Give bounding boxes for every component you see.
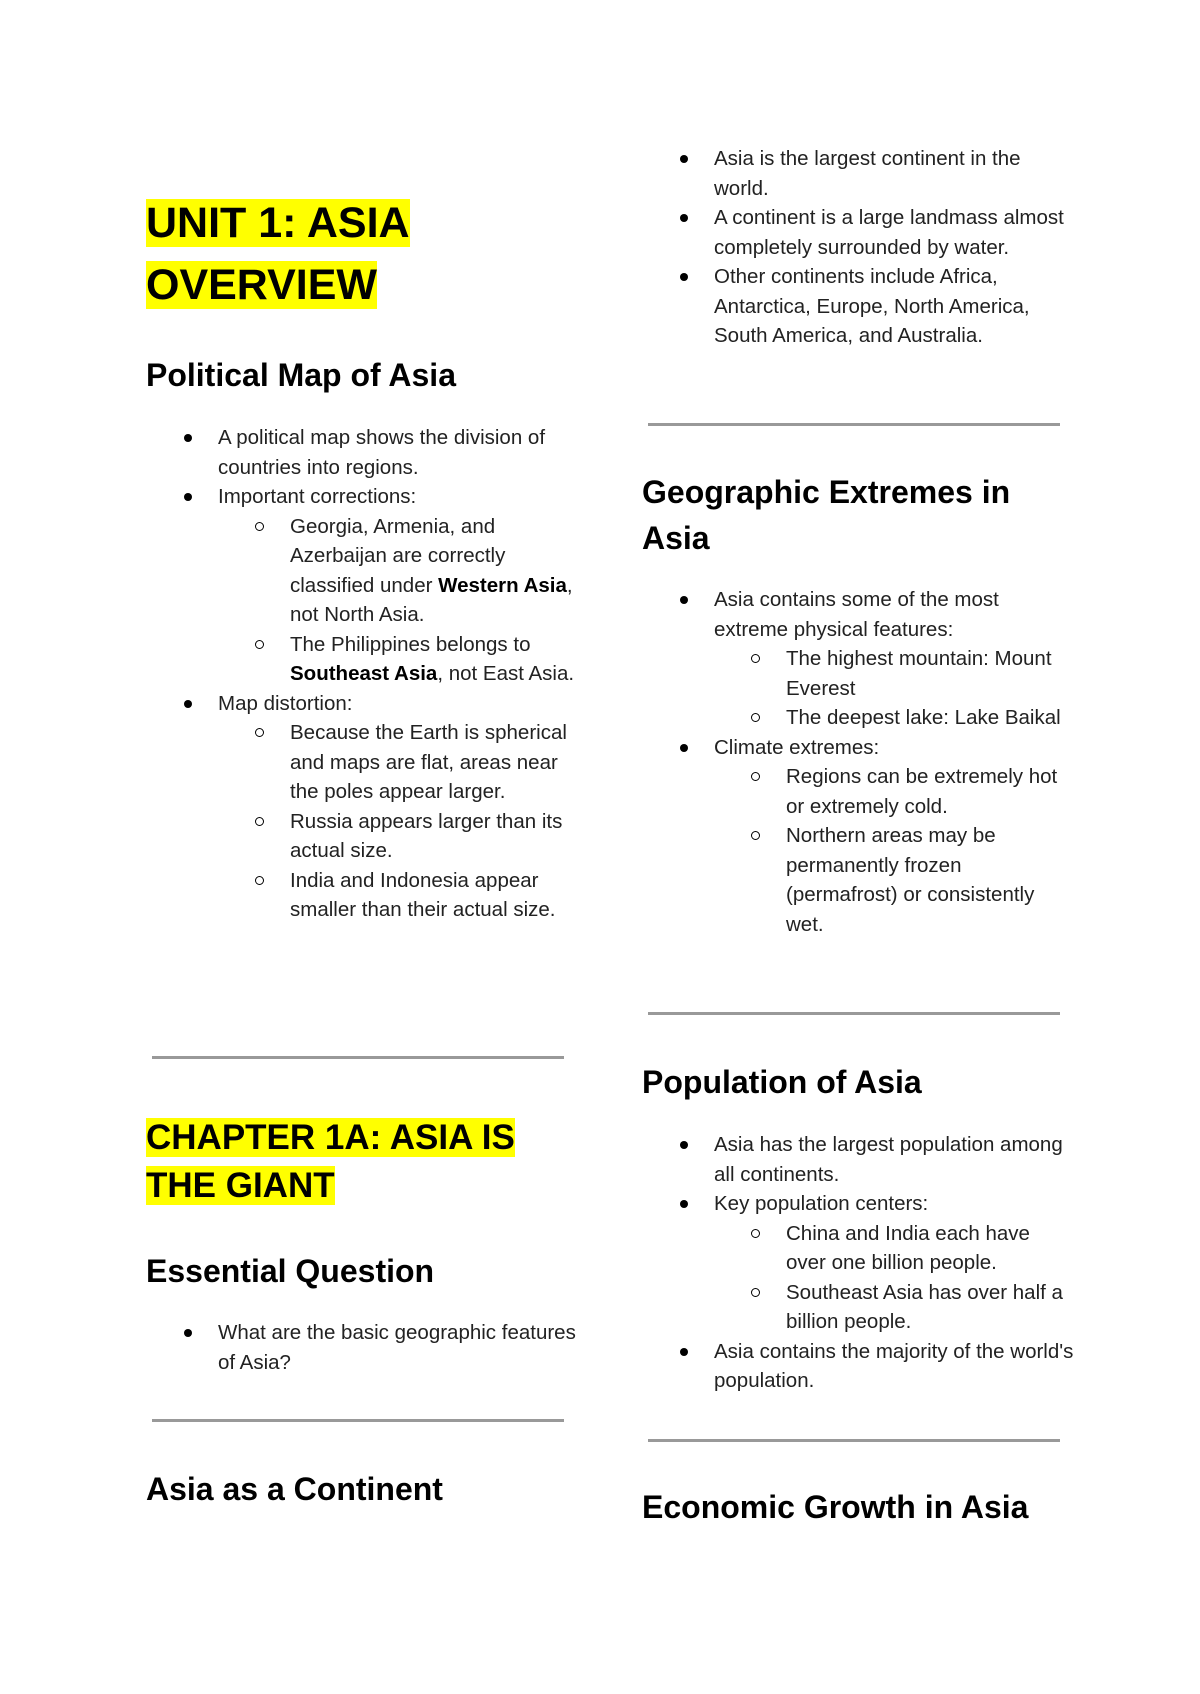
- list-item: What are the basic geographic features of Asia?: [146, 1318, 576, 1377]
- physical-features-list: [714, 644, 1074, 733]
- list-item: Because the Earth is spherical and maps are flat, areas near the poles appear larger.: [218, 718, 576, 807]
- asia-continent-heading: Asia as a Continent: [146, 1471, 443, 1507]
- extremes-list: [642, 585, 1074, 939]
- population-heading: Population of Asia: [642, 1064, 922, 1100]
- section-divider: [648, 423, 1060, 426]
- climate-list: [714, 762, 1074, 939]
- list-item: Southeast Asia has over half a billion people.: [714, 1278, 1074, 1337]
- population-centers-list: [714, 1219, 1074, 1337]
- list-item: The highest mountain: Mount Everest: [714, 644, 1074, 703]
- economic-growth-heading: Economic Growth in Asia: [642, 1489, 1029, 1525]
- population-list: [642, 1130, 1074, 1396]
- list-item: Regions can be extremely hot or extremely cold.: [714, 762, 1074, 821]
- unit-title: UNIT 1: ASIA OVERVIEW: [146, 199, 410, 309]
- list-item: Climate extremes: Regions can be extremely hot or extremely cold. Northern areas may be permanently frozen (permafrost) or consistently wet.: [642, 733, 1074, 940]
- political-map-heading: Political Map of Asia: [146, 357, 456, 393]
- section-divider: [152, 1419, 564, 1422]
- distortion-list: [218, 718, 576, 925]
- list-item: India and Indonesia appear smaller than their actual size.: [218, 866, 576, 925]
- chapter-title: CHAPTER 1A: ASIA IS THE GIANT: [146, 1118, 515, 1205]
- essential-question-heading: Essential Question: [146, 1253, 435, 1289]
- continent-list: [642, 144, 1074, 351]
- list-item: Georgia, Armenia, and Azerbaijan are correctly classified under Western Asia, not North Asia.: [218, 512, 576, 630]
- list-item: A political map shows the division of countries into regions.: [146, 423, 576, 482]
- corrections-list: [218, 512, 576, 689]
- list-item: Important corrections: Georgia, Armenia, and Azerbaijan are correctly classified under Western Asia, not North Asia. The Philippines belongs to Southeast Asia, not East Asia.: [146, 482, 576, 689]
- section-divider: [152, 1056, 564, 1059]
- list-item: Asia contains the majority of the world's population.: [642, 1337, 1074, 1396]
- list-item: Asia has the largest population among all continents.: [642, 1130, 1074, 1189]
- list-item: A continent is a large landmass almost completely surrounded by water.: [642, 203, 1074, 262]
- political-map-list: [146, 423, 576, 925]
- list-item: Asia contains some of the most extreme physical features: The highest mountain: Mount Everest The deepest lake: Lake Baikal: [642, 585, 1074, 733]
- essential-question-list: [146, 1318, 576, 1377]
- section-divider: [648, 1012, 1060, 1015]
- geographic-extremes-heading: Geographic Extremes in Asia: [642, 474, 1011, 556]
- section-divider: [648, 1439, 1060, 1442]
- list-item: Russia appears larger than its actual size.: [218, 807, 576, 866]
- list-item: Map distortion: Because the Earth is spherical and maps are flat, areas near the poles appear larger. Russia appears larger than its actual size. India and Indonesia appear smaller than their actual size.: [146, 689, 576, 925]
- list-item: China and India each have over one billion people.: [714, 1219, 1074, 1278]
- list-item: Northern areas may be permanently frozen (permafrost) or consistently wet.: [714, 821, 1074, 939]
- list-item: The deepest lake: Lake Baikal: [714, 703, 1074, 733]
- list-item: Key population centers: China and India each have over one billion people. Southeast Asia has over half a billion people.: [642, 1189, 1074, 1337]
- list-item: Asia is the largest continent in the world.: [642, 144, 1074, 203]
- list-item: The Philippines belongs to Southeast Asia, not East Asia.: [218, 630, 576, 689]
- list-item: Other continents include Africa, Antarctica, Europe, North America, South America, and Australia.: [642, 262, 1074, 351]
